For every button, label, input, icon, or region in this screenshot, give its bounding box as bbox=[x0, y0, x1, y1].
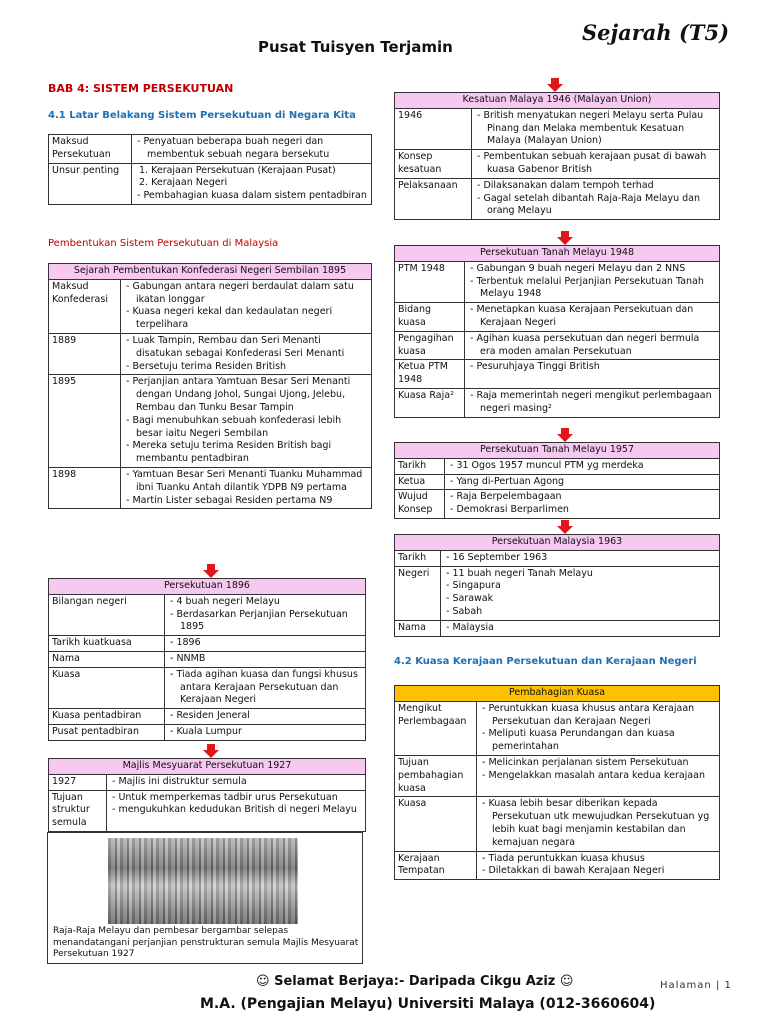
table-row bbox=[395, 490, 720, 519]
subject-title: Sejarah (T5) bbox=[582, 20, 730, 45]
row-label: Negeri bbox=[395, 566, 441, 620]
list-item: - Martin Lister sebagai Residen pertama N9 bbox=[124, 495, 368, 508]
list-item: - Raja memerintah negeri mengikut perlembagaan negeri masing² bbox=[468, 390, 716, 416]
row-content bbox=[472, 150, 720, 179]
konfederasi-table bbox=[48, 263, 372, 509]
list-item: - Kuasa lebih besar diberikan kepada Persekutuan utk mewujudkan Persekutuan yg lebih kuat bagi menjamin kestabilan dan kemajuan negara bbox=[480, 798, 716, 849]
list-item: Kerajaan Persekutuan (Kerajaan Pusat) bbox=[151, 164, 336, 176]
table-row bbox=[49, 667, 366, 708]
list-item: - Menetapkan kuasa Kerajaan Persekutuan dan Kerajaan Negeri bbox=[468, 304, 716, 330]
page-title: Pusat Tuisyen Terjamin bbox=[258, 38, 453, 56]
table-title: Sejarah Pembentukan Konfederasi Negeri Sembilan 1895 bbox=[49, 264, 372, 280]
table-row bbox=[49, 467, 372, 508]
table-row bbox=[395, 851, 720, 880]
table-row bbox=[49, 774, 366, 790]
list-item: - Agihan kuasa persekutuan dan negeri bermula era moden amalan Persekutuan bbox=[468, 333, 716, 359]
down-arrow-icon bbox=[557, 231, 573, 245]
row-content bbox=[445, 474, 720, 490]
list-item: - NNMB bbox=[168, 653, 362, 666]
list-item: - Gabungan antara negeri berdaulat dalam satu ikatan longgar bbox=[124, 281, 368, 307]
list-item: - British menyatukan negeri Melayu serta Pulau Pinang dan Melaka membentuk Kesatuan Malaya (Malayan Union) bbox=[475, 110, 716, 148]
row-label: Kuasa pentadbiran bbox=[49, 709, 165, 725]
list-item: - Pesuruhjaya Tinggi British bbox=[468, 361, 716, 374]
table-row bbox=[395, 474, 720, 490]
list-item: - Mereka setuju terima Residen British bagi membantu pentadbiran bbox=[124, 440, 368, 466]
row-content bbox=[107, 790, 366, 831]
row-label: Maksud Persekutuan bbox=[49, 135, 132, 164]
row-content bbox=[165, 594, 366, 635]
down-arrow-icon bbox=[203, 564, 219, 578]
row-label: 1927 bbox=[49, 774, 107, 790]
list-item: - 16 September 1963 bbox=[444, 552, 716, 565]
list-item: - mengukuhkan kedudukan British di negeri Melayu bbox=[110, 804, 362, 817]
table-title: Kesatuan Malaya 1946 (Malayan Union) bbox=[395, 93, 720, 109]
row-content bbox=[165, 636, 366, 652]
list-item: - 1896 bbox=[168, 637, 362, 650]
row-content bbox=[445, 458, 720, 474]
list-item: - Perjanjian antara Yamtuan Besar Seri Menanti dengan Undang Johol, Sungai Ujong, Jelebu, Rembau dan Tunku Besar Tampin bbox=[124, 376, 368, 414]
list-item: - Penyatuan beberapa buah negeri dan membentuk sebuah negara bersekutu bbox=[135, 136, 368, 162]
row-label: Kuasa bbox=[49, 667, 165, 708]
table-row bbox=[395, 620, 720, 636]
list-item: - Malaysia bbox=[444, 622, 716, 635]
row-label: Unsur penting bbox=[49, 163, 132, 204]
row-label: Nama bbox=[49, 651, 165, 667]
table-title: Majlis Mesyuarat Persekutuan 1927 bbox=[49, 759, 366, 775]
table-row bbox=[49, 790, 366, 831]
row-content bbox=[121, 333, 372, 374]
table-title: Persekutuan Tanah Melayu 1948 bbox=[395, 246, 720, 262]
row-content bbox=[121, 375, 372, 468]
list-item: - Mengelakkan masalah antara kedua kerajaan bbox=[480, 770, 716, 783]
list-item: - Kuala Lumpur bbox=[168, 726, 362, 739]
row-label: Ketua PTM 1948 bbox=[395, 360, 465, 389]
table-row bbox=[395, 360, 720, 389]
row-content bbox=[472, 108, 720, 149]
row-content bbox=[465, 303, 720, 332]
row-content bbox=[472, 178, 720, 219]
row-label: Tujuan pembahagian kuasa bbox=[395, 755, 477, 796]
row-label: Tujuan struktur semula bbox=[49, 790, 107, 831]
row-content bbox=[477, 797, 720, 851]
table-title: Pembahagian Kuasa bbox=[395, 686, 720, 702]
list-item: - Residen Jeneral bbox=[168, 710, 362, 723]
row-label: 1898 bbox=[49, 467, 121, 508]
list-item: - Raja Berpelembagaan bbox=[448, 491, 716, 504]
list-item: - Bersetuju terima Residen British bbox=[124, 361, 368, 374]
list-item: - Melicinkan perjalanan sistem Persekutuan bbox=[480, 757, 716, 770]
row-label: 1946 bbox=[395, 108, 472, 149]
row-label: Ketua bbox=[395, 474, 445, 490]
table-row bbox=[49, 636, 366, 652]
table-row bbox=[395, 566, 720, 620]
row-label: Tarikh bbox=[395, 458, 445, 474]
row-label: Wujud Konsep bbox=[395, 490, 445, 519]
row-content bbox=[477, 851, 720, 880]
list-item: - Peruntukkan kuasa khusus antara Kerajaan Persekutuan dan Kerajaan Negeri bbox=[480, 703, 716, 729]
malaysia-1963-table bbox=[394, 534, 720, 637]
row-content bbox=[165, 709, 366, 725]
row-content bbox=[465, 388, 720, 417]
table-row bbox=[395, 108, 720, 149]
row-label: Mengikut Perlembagaan bbox=[395, 701, 477, 755]
row-content bbox=[465, 331, 720, 360]
table-row bbox=[395, 178, 720, 219]
majlis-1927-table bbox=[48, 758, 366, 832]
table-row bbox=[49, 709, 366, 725]
footer-greeting: ☺ Selamat Berjaya:- Daripada Cikgu Aziz ☺ bbox=[256, 974, 574, 989]
row-content bbox=[441, 620, 720, 636]
list-item: - 31 Ogos 1957 muncul PTM yg merdeka bbox=[448, 460, 716, 473]
row-content bbox=[465, 261, 720, 302]
list-item: - Diletakkan di bawah Kerajaan Negeri bbox=[480, 865, 716, 878]
down-arrow-icon bbox=[557, 520, 573, 534]
formation-heading: Pembentukan Sistem Persekutuan di Malaysia bbox=[48, 238, 279, 249]
pembahagian-kuasa-table bbox=[394, 685, 720, 880]
page-number: Halaman | 1 bbox=[660, 980, 732, 991]
row-label: Konsep kesatuan bbox=[395, 150, 472, 179]
row-content bbox=[477, 755, 720, 796]
footer-credentials: M.A. (Pengajian Melayu) Universiti Malaya (012-3660604) bbox=[200, 996, 656, 1012]
row-content bbox=[165, 724, 366, 740]
list-item: - Singapura bbox=[444, 580, 716, 593]
list-item: - Terbentuk melalui Perjanjian Persekutuan Tanah Melayu 1948 bbox=[468, 276, 716, 302]
table-row bbox=[49, 724, 366, 740]
photo-caption: Raja-Raja Melayu dan pembesar bergambar selepas menandatangani perjanjian penstrukturan semula Majlis Mesyuarat Persekutuan 1927 bbox=[53, 926, 359, 959]
row-label: Nama bbox=[395, 620, 441, 636]
list-item: - Gabungan 9 buah negeri Melayu dan 2 NNS bbox=[468, 263, 716, 276]
row-content bbox=[132, 135, 372, 164]
table-title: Persekutuan 1896 bbox=[49, 579, 366, 595]
list-item: - Pembahagian kuasa dalam sistem pentadbiran bbox=[135, 190, 368, 203]
table-row bbox=[395, 303, 720, 332]
table-row bbox=[395, 388, 720, 417]
row-label: 1889 bbox=[49, 333, 121, 374]
row-content bbox=[445, 490, 720, 519]
list-item: Kerajaan Negeri bbox=[151, 177, 228, 189]
list-item: - Berdasarkan Perjanjian Persekutuan 1895 bbox=[168, 609, 362, 635]
list-item: - Sabah bbox=[444, 606, 716, 619]
persekutuan-1896-table bbox=[48, 578, 366, 741]
historical-photo bbox=[108, 838, 298, 924]
maksud-table bbox=[48, 134, 372, 205]
list-item: - Tiada peruntukkan kuasa khusus bbox=[480, 853, 716, 866]
row-content bbox=[121, 279, 372, 333]
list-item: - Sarawak bbox=[444, 593, 716, 606]
table-row bbox=[49, 279, 372, 333]
list-item: - Luak Tampin, Rembau dan Seri Menanti disatukan sebagai Konfederasi Seri Menanti bbox=[124, 335, 368, 361]
row-label: 1895 bbox=[49, 375, 121, 468]
chapter-heading: BAB 4: SISTEM PERSEKUTUAN bbox=[48, 82, 234, 95]
down-arrow-icon bbox=[557, 428, 573, 442]
row-label: Pelaksanaan bbox=[395, 178, 472, 219]
list-item: - Untuk memperkemas tadbir urus Persekutuan bbox=[110, 792, 362, 805]
row-content bbox=[441, 566, 720, 620]
row-label: Maksud Konfederasi bbox=[49, 279, 121, 333]
row-label: PTM 1948 bbox=[395, 261, 465, 302]
list-item: - Meliputi kuasa Perundangan dan kuasa pemerintahan bbox=[480, 728, 716, 754]
section-4-1-heading: 4.1 Latar Belakang Sistem Persekutuan di Negara Kita bbox=[48, 110, 356, 121]
list-item: - Pembentukan sebuah kerajaan pusat di bawah kuasa Gabenor British bbox=[475, 151, 716, 177]
down-arrow-icon bbox=[547, 78, 563, 92]
list-item: - Yamtuan Besar Seri Menanti Tuanku Muhammad ibni Tuanku Antah dilantik YDPB N9 pertama bbox=[124, 469, 368, 495]
row-content bbox=[477, 701, 720, 755]
row-content bbox=[121, 467, 372, 508]
table-title: Persekutuan Tanah Melayu 1957 bbox=[395, 443, 720, 459]
ptm-1957-table bbox=[394, 442, 720, 519]
row-label: Bilangan negeri bbox=[49, 594, 165, 635]
list-item: - Tiada agihan kuasa dan fungsi khusus antara Kerajaan Persekutuan dan Kerajaan Negeri bbox=[168, 669, 362, 707]
table-row bbox=[395, 755, 720, 796]
list-item: - Demokrasi Berparlimen bbox=[448, 504, 716, 517]
list-item: - Yang di-Pertuan Agong bbox=[448, 476, 716, 489]
row-label: Pengagihan kuasa bbox=[395, 331, 465, 360]
row-label: Kuasa Raja² bbox=[395, 388, 465, 417]
table-row bbox=[395, 150, 720, 179]
table-row bbox=[395, 701, 720, 755]
table-row bbox=[395, 458, 720, 474]
row-label: Kerajaan Tempatan bbox=[395, 851, 477, 880]
list-item: - Majlis ini distruktur semula bbox=[110, 776, 362, 789]
table-row bbox=[395, 261, 720, 302]
row-label: Pusat pentadbiran bbox=[49, 724, 165, 740]
table-title: Persekutuan Malaysia 1963 bbox=[395, 535, 720, 551]
down-arrow-icon bbox=[203, 744, 219, 758]
table-row bbox=[395, 331, 720, 360]
list-item: - Bagi menubuhkan sebuah konfederasi lebih besar iaitu Negeri Sembilan bbox=[124, 415, 368, 441]
ptm-1948-table bbox=[394, 245, 720, 418]
row-content bbox=[165, 651, 366, 667]
table-row bbox=[49, 651, 366, 667]
table-row bbox=[49, 594, 366, 635]
row-content bbox=[107, 774, 366, 790]
malayan-union-table bbox=[394, 92, 720, 220]
list-item: - Gagal setelah dibantah Raja-Raja Melayu dan orang Melayu bbox=[475, 193, 716, 219]
row-content bbox=[465, 360, 720, 389]
section-4-2-heading: 4.2 Kuasa Kerajaan Persekutuan dan Kerajaan Negeri bbox=[394, 656, 697, 667]
row-label: Bidang kuasa bbox=[395, 303, 465, 332]
row-label: Kuasa bbox=[395, 797, 477, 851]
row-content bbox=[441, 550, 720, 566]
list-item: - Dilaksanakan dalam tempoh terhad bbox=[475, 180, 716, 193]
row-content bbox=[165, 667, 366, 708]
row-label: Tarikh kuatkuasa bbox=[49, 636, 165, 652]
table-row bbox=[49, 375, 372, 468]
row-label: Tarikh bbox=[395, 550, 441, 566]
list-item: - 4 buah negeri Melayu bbox=[168, 596, 362, 609]
row-content bbox=[132, 163, 372, 204]
list-item: - 11 buah negeri Tanah Melayu bbox=[444, 568, 716, 581]
table-row bbox=[49, 333, 372, 374]
table-row bbox=[395, 797, 720, 851]
list-item: - Kuasa negeri kekal dan kedaulatan negeri terpelihara bbox=[124, 306, 368, 332]
table-row bbox=[395, 550, 720, 566]
